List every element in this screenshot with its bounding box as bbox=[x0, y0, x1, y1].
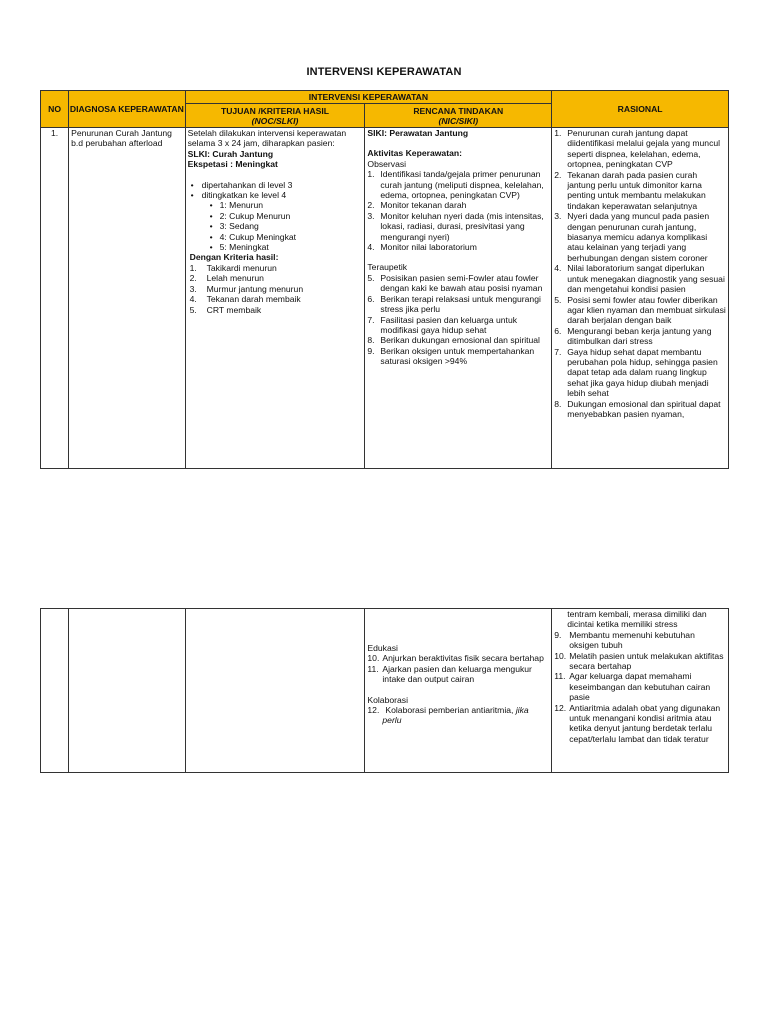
header-diagnosa: DIAGNOSA KEPERAWATAN bbox=[69, 91, 186, 128]
rencana-observasi: Observasi bbox=[367, 158, 407, 169]
list-item bbox=[190, 294, 363, 304]
kolaborasi-list bbox=[367, 705, 549, 726]
item-number: 2. bbox=[554, 169, 562, 180]
item-text: Tekanan darah pada pasien curah jantung perlu untuk dimonitor karna penting untuk membantu melakukan tindakan keperawatan selanjutnya bbox=[567, 169, 706, 211]
intervention-table bbox=[40, 90, 729, 469]
header-rasional: RASIONAL bbox=[552, 91, 729, 128]
list-item bbox=[367, 705, 549, 726]
item-text: Melatih pasien untuk melakukan aktifitas secara bertahap bbox=[569, 650, 724, 672]
row-rencana-continued bbox=[365, 609, 552, 773]
list-item bbox=[554, 263, 726, 294]
kriteria-list bbox=[188, 263, 363, 315]
list-item: • 5: Meningkat bbox=[208, 242, 363, 252]
row-diagnosa-empty bbox=[69, 609, 186, 773]
row-number: 1. bbox=[41, 128, 69, 469]
list-item bbox=[367, 211, 549, 242]
item-text: Nilai laboratorium sangat diperlukan untuk menegakan diagnostik yang sesuai dan mengetahui kondisi pasien bbox=[567, 263, 725, 295]
list-item bbox=[367, 169, 549, 200]
item-text: Mengurangi beban kerja jantung yang ditimbulkan dari stress bbox=[567, 325, 712, 347]
item-number: 9. bbox=[367, 345, 375, 356]
item-number: 4. bbox=[189, 294, 197, 305]
row-tujuan-empty bbox=[185, 609, 365, 773]
item-text: Nyeri dada yang muncul pada pasien dengan penurunan curah jantung, biasanya memicu adanya komplikasi atau kelainan yang terjadi yang berhubungan dengan sistem coroner bbox=[567, 211, 710, 263]
item-number: 2. bbox=[367, 200, 375, 211]
list-item bbox=[367, 200, 549, 210]
item-text: Murmur jantung menurun bbox=[206, 283, 304, 294]
rencana-teraupetik: Teraupetik bbox=[367, 262, 408, 273]
page-title: INTERVENSI KEPERAWATAN bbox=[306, 66, 462, 78]
item-number: 3. bbox=[189, 283, 197, 294]
item-text: Fasilitasi pasien dan keluarga untuk modifikasi gaya hidup sehat bbox=[380, 314, 518, 335]
list-item bbox=[367, 653, 549, 663]
item-number: 3. bbox=[367, 210, 375, 221]
rasional-continuation: tentram kembali, merasa dimiliki dan dicintai ketika memiliki stress bbox=[567, 609, 707, 630]
item-text: Monitor keluhan nyeri dada (mis intensitas, lokasi, radiasi, durasi, presivitasi yang mengurangi nyeri) bbox=[380, 210, 544, 242]
rasional-list bbox=[554, 128, 726, 419]
list-item bbox=[554, 211, 726, 263]
item-text: Agar keluarga dapat memahami keseimbangan dan kebutuhan cairan pasie bbox=[569, 671, 711, 703]
header-tujuan-label: TUJUAN /KRITERIA HASIL bbox=[220, 105, 330, 116]
row-number-empty bbox=[41, 609, 69, 773]
header-rencana bbox=[365, 104, 552, 128]
item-number: 12. bbox=[554, 702, 567, 713]
list-item bbox=[190, 263, 363, 273]
list-item bbox=[367, 242, 549, 252]
list-item: • 4: Cukup Meningkat bbox=[208, 232, 363, 242]
list-item bbox=[190, 284, 363, 294]
item-number: 11. bbox=[554, 671, 566, 682]
intervention-table-continued bbox=[40, 608, 729, 773]
tujuan-slki: SLKI: Curah Jantung bbox=[187, 148, 274, 159]
list-item bbox=[554, 295, 726, 326]
header-tujuan-sub: (NOC/SLKI) bbox=[251, 115, 299, 126]
item-number: 12. bbox=[367, 705, 380, 716]
item-number: 11. bbox=[367, 663, 379, 674]
item-text: Posisi semi fowler atau fowler diberikan agar klien nyaman dan membuat sirkulasi darah berjalan dengan baik bbox=[567, 294, 726, 326]
item-text-italic: jika perlu bbox=[382, 705, 529, 726]
list-item bbox=[190, 273, 363, 283]
item-number: 4. bbox=[367, 242, 375, 253]
item-text: Monitor nilai laboratorium bbox=[380, 242, 477, 253]
teraupetik-list bbox=[367, 273, 549, 367]
list-item bbox=[367, 315, 549, 336]
list-item bbox=[554, 170, 726, 212]
list-item bbox=[367, 346, 549, 367]
tujuan-intro: Setelah dilakukan intervensi keperawatan selama 3 x 24 jam, diharapkan pasien: bbox=[187, 128, 347, 149]
list-item bbox=[554, 703, 726, 745]
table-row bbox=[41, 128, 729, 469]
list-item bbox=[554, 671, 726, 702]
item-number: 9. bbox=[554, 629, 562, 640]
kriteria-title: Dengan Kriteria hasil: bbox=[189, 252, 279, 263]
list-item bbox=[367, 335, 549, 345]
list-item bbox=[554, 651, 726, 672]
item-text: Berikan terapi relaksasi untuk mengurangi stress jika perlu bbox=[380, 293, 541, 315]
row-diagnosa: Penurunan Curah Jantung b.d perubahan afterload bbox=[69, 128, 186, 469]
item-number: 1. bbox=[554, 128, 562, 138]
item-number: 8. bbox=[367, 335, 375, 346]
item-text: Membantu memenuhi kebutuhan oksigen tubuh bbox=[569, 629, 695, 651]
item-text: Berikan oksigen untuk mempertahankan saturasi oksigen >94% bbox=[380, 345, 535, 367]
item-number: 5. bbox=[554, 294, 562, 305]
header-rencana-sub: (NIC/SIKI) bbox=[438, 115, 479, 126]
header-tujuan bbox=[185, 104, 365, 128]
rencana-siki: SIKI: Perawatan Jantung bbox=[367, 128, 469, 138]
item-text: Penurunan curah jantung dapat diidentifikasi melalui gejala yang muncul seperti dispnea, kelelahan, edema, ortopnea, peningkatan CVP bbox=[567, 128, 721, 170]
list-item bbox=[554, 326, 726, 347]
item-text: Identifikasi tanda/gejala primer penurunan curah jantung (meliputi dispnea, kelelahan, edema, ortopnea, peningkatan CVP) bbox=[380, 169, 544, 201]
item-number: 3. bbox=[554, 211, 562, 222]
item-text: Monitor tekanan darah bbox=[380, 200, 467, 211]
tujuan-levels bbox=[188, 200, 363, 252]
list-item bbox=[367, 664, 549, 685]
row-tujuan bbox=[185, 128, 365, 469]
item-number: 4. bbox=[554, 263, 562, 274]
list-item bbox=[554, 347, 726, 399]
item-text: Gaya hidup sehat dapat membantu perubahan pola hidup, sehingga pasien dapat tetap ada dalam ruang lingkup sehat jika gaya hidup diubah menjadi lebih sehat bbox=[567, 346, 718, 399]
item-text: Ajarkan pasien dan keluarga mengukur intake dan output cairan bbox=[382, 663, 532, 685]
list-item: • 2: Cukup Menurun bbox=[208, 211, 363, 221]
item-text: Lelah menurun bbox=[206, 273, 264, 284]
item-number: 10. bbox=[367, 653, 380, 664]
header-no: NO bbox=[41, 91, 69, 128]
item-text: Tekanan darah membaik bbox=[206, 294, 301, 305]
list-item bbox=[554, 128, 726, 170]
list-item bbox=[367, 273, 549, 294]
header-rencana-label: RENCANA TINDAKAN bbox=[413, 105, 504, 116]
header-row-1 bbox=[41, 91, 729, 104]
row-rasional-continued bbox=[552, 609, 729, 773]
item-text: Antiaritmia adalah obat yang digunakan untuk menangani kondisi aritmia atau ketika denyut jantung berdetak terlalu cepat/terlalu lambat dan tidak teratur bbox=[569, 702, 721, 744]
header-intervensi: INTERVENSI KEPERAWATAN bbox=[185, 91, 552, 104]
item-number: 8. bbox=[554, 398, 562, 409]
list-item: • dipertahankan di level 3 bbox=[188, 180, 363, 190]
table-row bbox=[41, 609, 729, 773]
list-item: • ditingkatkan ke level 4 bbox=[188, 190, 363, 200]
list-item bbox=[190, 305, 363, 315]
observasi-list bbox=[367, 169, 549, 252]
item-number: 7. bbox=[554, 346, 562, 357]
item-number: 5. bbox=[367, 272, 375, 283]
item-text: Berikan dukungan emosional dan spiritual bbox=[380, 335, 540, 346]
item-text: Dukungan emosional dan spiritual dapat menyebabkan pasien nyaman, bbox=[567, 398, 721, 419]
edukasi-list bbox=[367, 653, 549, 684]
list-item: • 1: Menurun bbox=[208, 200, 363, 210]
row-rasional bbox=[552, 128, 729, 469]
list-item bbox=[554, 630, 726, 651]
row-rencana bbox=[365, 128, 552, 469]
rencana-kolaborasi: Kolaborasi bbox=[367, 694, 408, 705]
item-number: 6. bbox=[554, 325, 562, 336]
list-item bbox=[554, 399, 726, 420]
item-number: 7. bbox=[367, 314, 375, 325]
item-text: Posisikan pasien semi-Fowler atau fowler dengan kaki ke bawah atau posisi nyaman bbox=[380, 272, 543, 294]
item-text: Kolaborasi pemberian antiaritmia, bbox=[385, 705, 514, 716]
item-number: 6. bbox=[367, 293, 375, 304]
rasional-list-continued bbox=[554, 630, 726, 744]
item-text: CRT membaik bbox=[206, 304, 262, 315]
rencana-edukasi: Edukasi bbox=[367, 643, 398, 653]
item-number: 1. bbox=[367, 169, 375, 180]
tujuan-ekspetasi: Ekspetasi : Meningkat bbox=[187, 159, 278, 170]
list-item bbox=[367, 294, 549, 315]
item-number: 10. bbox=[554, 650, 567, 661]
rencana-aktivitas: Aktivitas Keperawatan: bbox=[367, 148, 462, 159]
item-text: Takikardi menurun bbox=[206, 262, 277, 273]
item-number: 5. bbox=[189, 304, 197, 315]
item-number: 1. bbox=[189, 262, 197, 273]
item-text: Anjurkan beraktivitas fisik secara bertahap bbox=[382, 653, 544, 664]
item-number: 2. bbox=[189, 273, 197, 284]
tujuan-bullets bbox=[188, 180, 363, 201]
list-item: • 3: Sedang bbox=[208, 221, 363, 231]
